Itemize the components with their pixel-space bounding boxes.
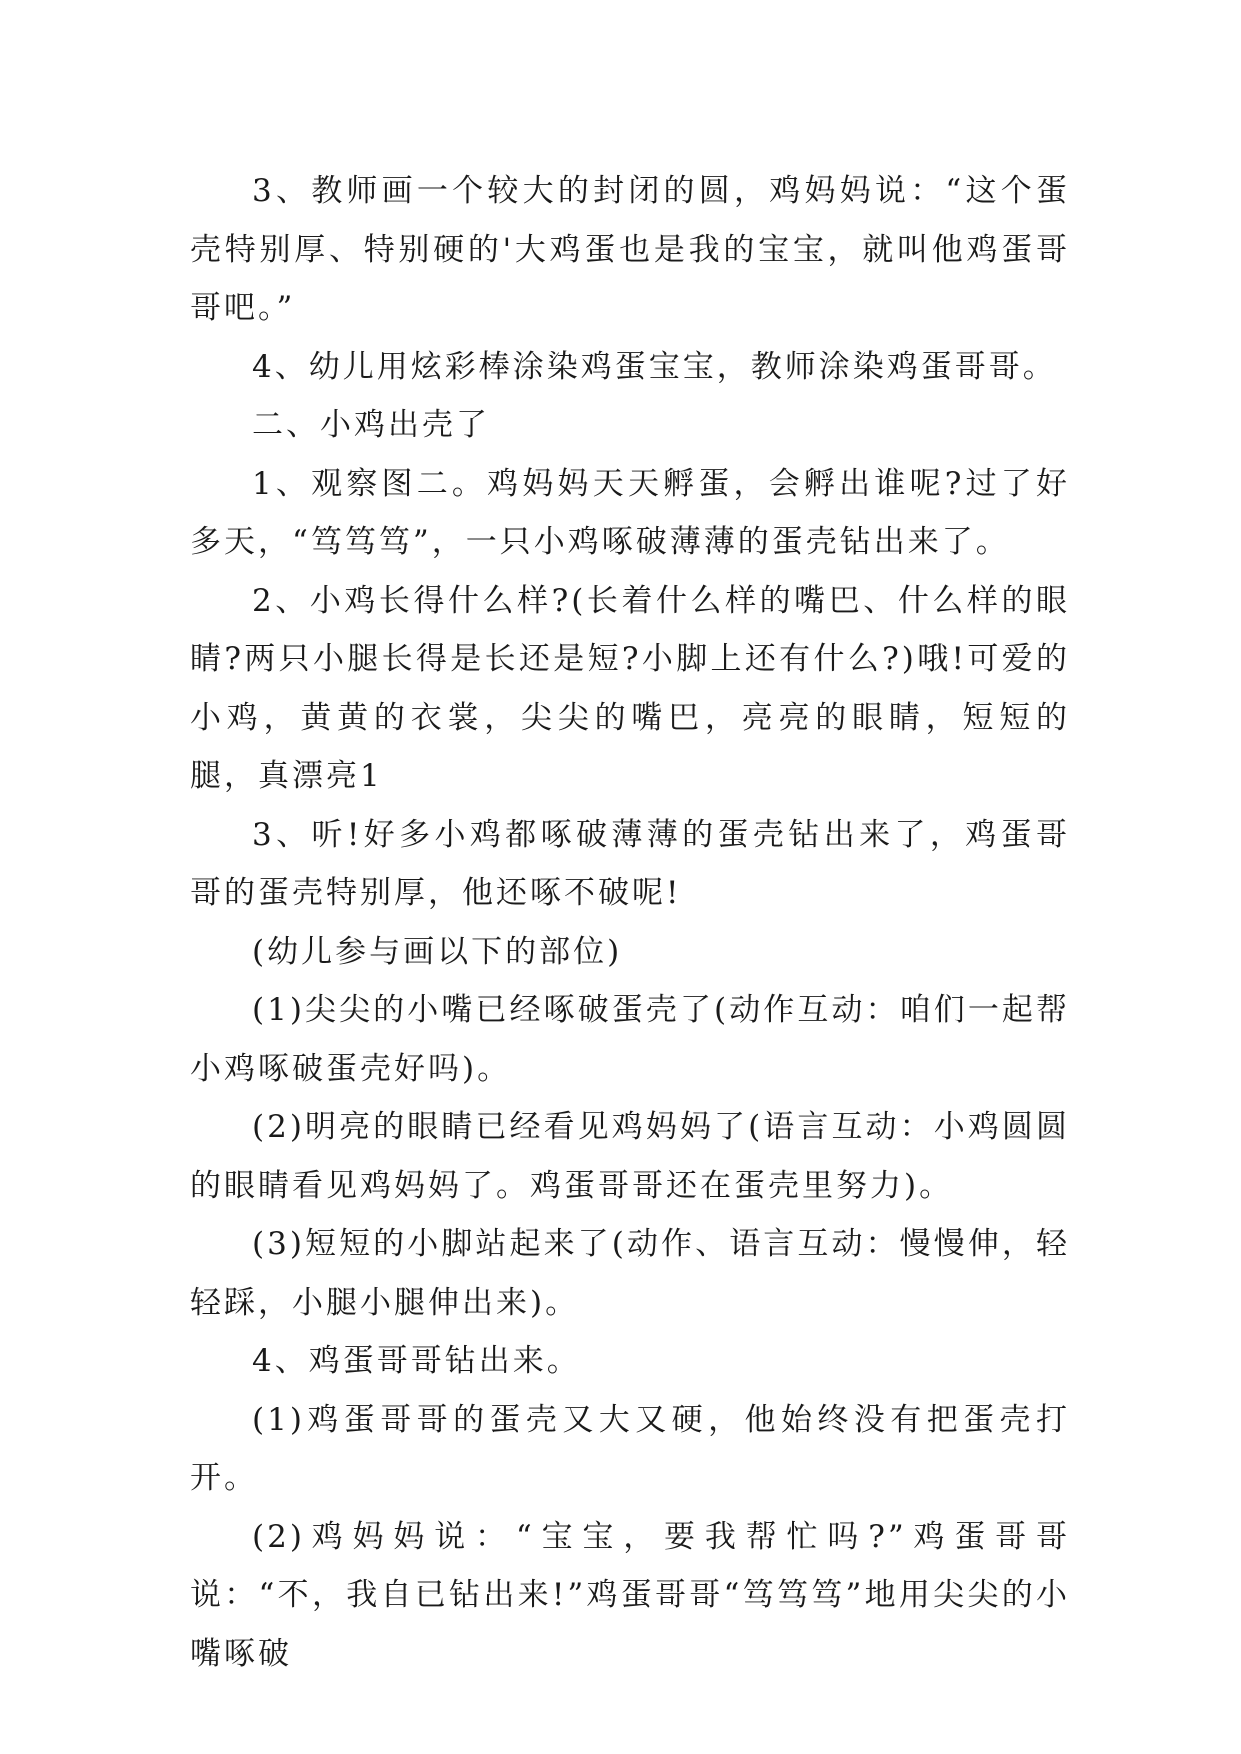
- paragraph-bright-eyes: (2)明亮的眼睛已经看见鸡妈妈了(语言互动：小鸡圆圆的眼睛看见鸡妈妈了。鸡蛋哥哥还在蛋壳里努力)。: [190, 1109, 1070, 1204]
- paragraph-big-brother-egg-comes-out: 4、鸡蛋哥哥钻出来。: [252, 1343, 581, 1379]
- paragraph-short-feet: (3)短短的小脚站起来了(动作、语言互动：慢慢伸，轻轻踩，小腿小腿伸出来)。: [190, 1226, 1070, 1321]
- paragraph-children-draw-parts: (幼儿参与画以下的部位): [252, 933, 623, 970]
- section-heading-chick-hatches: 二、小鸡出壳了: [252, 407, 490, 443]
- paragraph-listen-chicks: 3、听!好多小鸡都啄破薄薄的蛋壳钻出来了，鸡蛋哥哥的蛋壳特别厚，他还啄不破呢!: [190, 816, 1070, 911]
- paragraph-hard-shell: (1)鸡蛋哥哥的蛋壳又大又硬，他始终没有把蛋壳打开。: [190, 1401, 1070, 1496]
- paragraph-step-4-coloring: 4、幼儿用炫彩棒涂染鸡蛋宝宝，教师涂染鸡蛋哥哥。: [252, 348, 1057, 385]
- paragraph-sharp-beak: (1)尖尖的小嘴已经啄破蛋壳了(动作互动：咱们一起帮小鸡啄破蛋壳好吗)。: [190, 992, 1070, 1087]
- paragraph-observe-picture-two: 1、观察图二。鸡妈妈天天孵蛋，会孵出谁呢?过了好多天，“笃笃笃”，一只小鸡啄破薄薄的蛋壳钻出来了。: [190, 465, 1070, 560]
- paragraph-step-3-draw-big-egg: 3、教师画一个较大的封闭的圆，鸡妈妈说：“这个蛋壳特别厚、特别硬的'大鸡蛋也是我的宝宝，就叫他鸡蛋哥哥吧。”: [190, 173, 1070, 326]
- body-text: [190, 162, 1070, 1683]
- paragraph-chick-appearance: 2、小鸡长得什么样?(长着什么样的嘴巴、什么样的眼睛?两只小腿长得是长还是短?小脚上还有什么?)哦!可爱的小鸡，黄黄的衣裳，尖尖的嘴巴，亮亮的眼睛，短短的腿，真漂亮1: [190, 582, 1070, 794]
- paragraph-mother-offers-help: (2)鸡妈妈说：“宝宝，要我帮忙吗?”鸡蛋哥哥说：“不，我自已钻出来!”鸡蛋哥哥“笃笃笃”地用尖尖的小嘴啄破: [190, 1518, 1070, 1672]
